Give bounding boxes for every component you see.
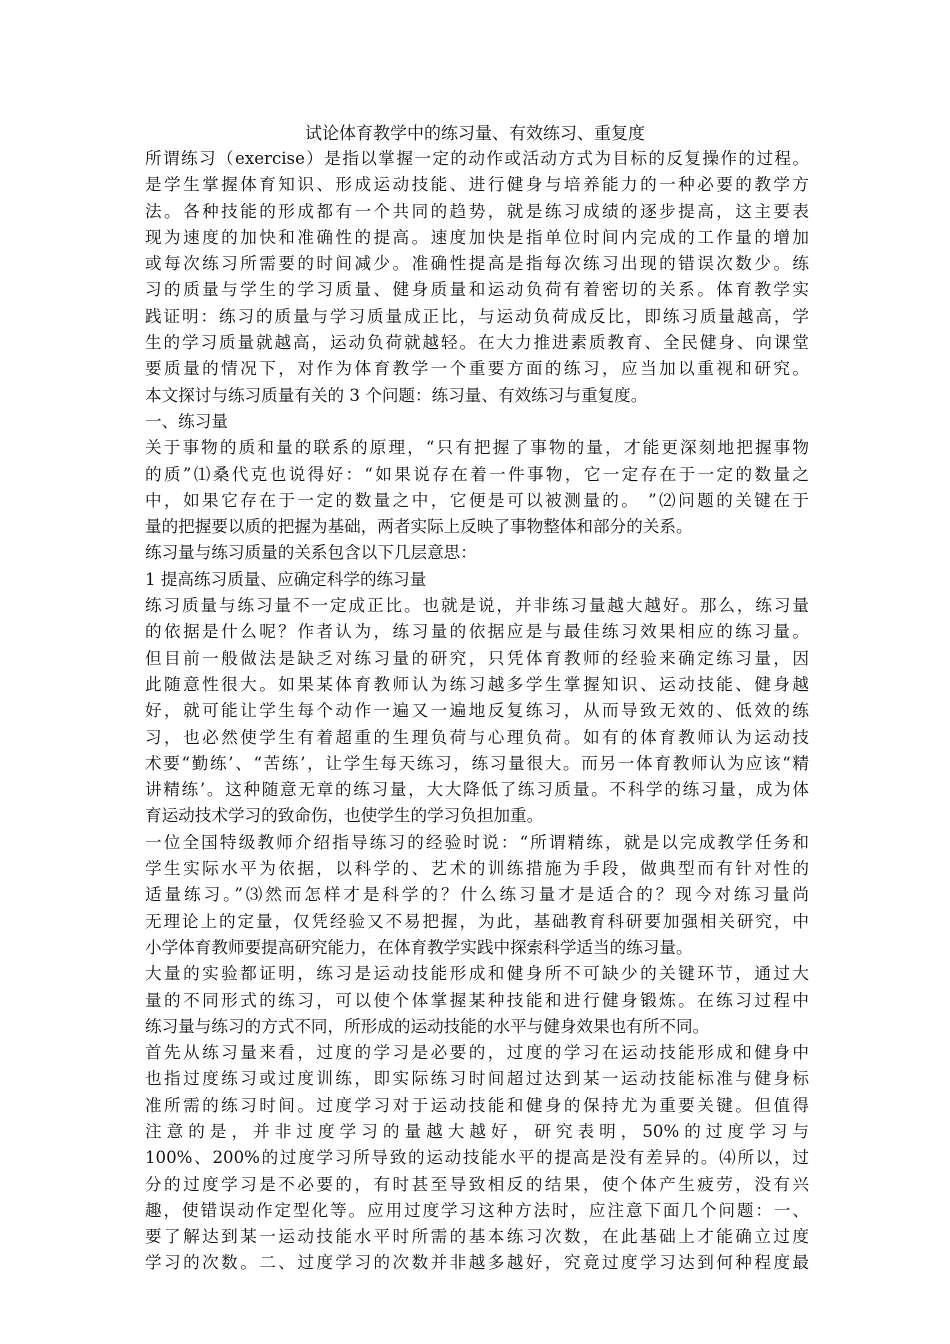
text-line: 讲精练’。这种随意无章的练习量，大大降低了练习质量。不科学的练习量，成为体 (145, 780, 809, 800)
text-line: 或每次练习所需要的时间减少。准确性提高是指每次练习出现的错误次数少。练 (145, 254, 809, 274)
text-line: 学习的次数。二、过度学习的次数并非越多越好，究竟过度学习达到何种程度最 (145, 1253, 809, 1273)
text-line: 适量练习。”⑶然而怎样才是科学的？什么练习量才是适合的？现今对练习量尚 (145, 885, 809, 905)
text-line: 要了解达到某一运动技能水平时所需的基本练习次数，在此基础上才能确立过度 (145, 1227, 809, 1247)
text-line: 练习质量与练习量不一定成正比。也就是说，并非练习量越大越好。那么，练习量 (145, 596, 809, 616)
text-line: 量的把握要以质的把握为基础，两者实际上反映了事物整体和部分的关系。 (145, 517, 693, 537)
text-line: 注意的是，并非过度学习的量越大越好，研究表明，50%的过度学习与 (145, 1121, 809, 1141)
text-line: 但目前一般做法是缺乏对练习量的研究，只凭体育教师的经验来确定练习量，因 (145, 648, 809, 668)
text-line: 大量的实验都证明，练习是运动技能形成和健身所不可缺少的关键环节，通过大 (145, 964, 809, 984)
text-line: 的依据是什么呢？作者认为，练习量的依据应是与最佳练习效果相应的练习量。 (145, 622, 809, 642)
text-line: 无理论上的定量，仅凭经验又不易把握，为此，基础教育科研要加强相关研究，中 (145, 911, 809, 931)
text-line: 生的学习质量就越高，运动负荷就越轻。在大力推进素质教育、全民健身、向课堂 (145, 333, 809, 353)
text-line: 育运动技术学习的致命伤，也使学生的学习负担加重。 (145, 806, 544, 826)
document-title: 试论体育教学中的练习量、有效练习、重复度 (305, 124, 645, 144)
text-line: 练习量与练习质量的关系包含以下几层意思： (145, 543, 477, 563)
text-line: 的质”⑴桑代克也说得好：“如果说存在着一件事物，它一定存在于一定的数量之 (145, 464, 809, 484)
text-line: 习，也必然使学生有着超重的生理负荷与心理负荷。如有的体育教师认为运动技 (145, 727, 809, 747)
text-line: 一位全国特级教师介绍指导练习的经验时说：“所谓精练，就是以完成教学任务和 (145, 832, 809, 852)
text-line: 习的质量与学生的学习质量、健身质量和运动负荷有着密切的关系。体育教学实 (145, 280, 809, 300)
text-line: 准所需的练习时间。过度学习对于运动技能和健身的保持尤为重要关键。但值得 (145, 1095, 809, 1115)
text-line: 践证明：练习的质量与学习质量成正比，与运动负荷成反比，即练习质量越高，学 (145, 306, 809, 326)
text-line: 首先从练习量来看，过度的学习是必要的，过度的学习在运动技能形成和健身中 (145, 1043, 809, 1063)
text-line: 法。各种技能的形成都有一个共同的趋势，就是练习成绩的逐步提高，这主要表 (145, 201, 809, 221)
text-line: 练习量与练习的方式不同，所形成的运动技能的水平与健身效果也有所不同。 (145, 1016, 710, 1036)
text-line: 小学体育教师要提高研究能力，在体育教学实践中探索科学适当的练习量。 (145, 937, 693, 957)
text-line: 中，如果它存在于一定的数量之中，它便是可以被测量的。 ”⑵问题的关键在于 (145, 490, 809, 510)
text-line: 关于事物的质和量的联系的原理，“只有把握了事物的量，才能更深刻地把握事物 (145, 438, 809, 458)
document-body (145, 146, 809, 1277)
text-line: 分的过度学习是不必要的，有时甚至导致相反的结果，使个体产生疲劳，没有兴 (145, 1174, 809, 1194)
text-line: 量的不同形式的练习，可以使个体掌握某种技能和进行健身锻炼。在练习过程中 (145, 990, 809, 1010)
text-line: 一、练习量 (145, 411, 228, 431)
text-line: 1 提高练习质量、应确定科学的练习量 (145, 569, 427, 589)
text-line: 所谓练习（exercise）是指以掌握一定的动作或活动方式为目标的反复操作的过程。 (145, 149, 809, 168)
text-line: 100%、200%的过度学习所导致的运动技能水平的提高是没有差异的。⑷所以，过 (145, 1148, 809, 1168)
text-line: 此随意性很大。如果某体育教师认为练习越多学生掌握知识、运动技能、健身越 (145, 674, 809, 694)
text-line: 也指过度练习或过度训练，即实际练习时间超过达到某一运动技能标准与健身标 (145, 1069, 809, 1089)
text-line: 是学生掌握体育知识、形成运动技能、进行健身与培养能力的一种必要的教学方 (145, 175, 809, 195)
text-line: 趣，使错误动作定型化等。应用过度学习这种方法时，应注意下面几个问题：一、 (145, 1200, 809, 1220)
text-line: 要质量的情况下，对作为体育教学一个重要方面的练习，应当加以重视和研究。 (145, 359, 809, 379)
text-line: 术要“勤练’、“苦练’，让学生每天练习，练习量很大。而另一体育教师认为应该“精 (145, 753, 809, 773)
text-line: 学生实际水平为依据，以科学的、艺术的训练措施为手段，做典型而有针对性的 (145, 859, 809, 879)
text-line: 本文探讨与练习质量有关的 3 个问题：练习量、有效练习与重复度。 (145, 385, 648, 405)
text-line: 好，就可能让学生每个动作一遍又一遍地反复练习，从而导致无效的、低效的练 (145, 701, 809, 721)
text-line: 现为速度的加快和准确性的提高。速度加快是指单位时间内完成的工作量的增加 (145, 227, 809, 247)
